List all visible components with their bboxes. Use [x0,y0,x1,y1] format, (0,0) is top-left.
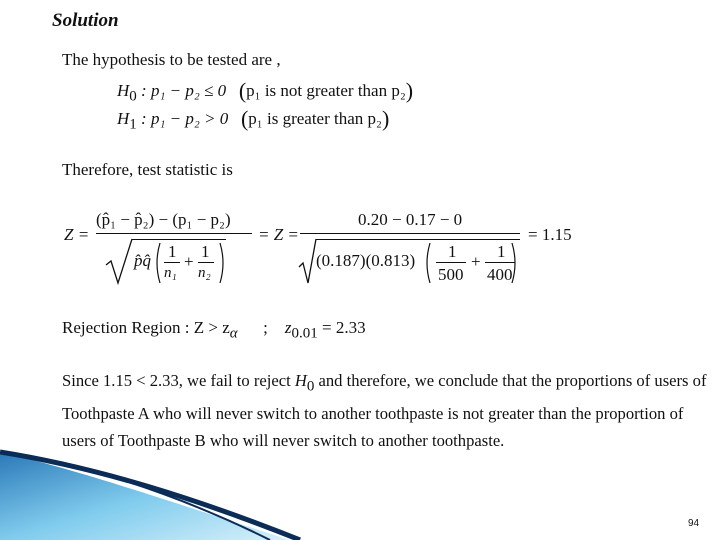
h0-note: p₁ is not greater than p₂ [246,81,406,100]
alternative-hypothesis: $H_1$ : p₁ − p₂ > 0 (p₁ is greater than p₂) [117,106,390,133]
general-sqrt-sign [104,237,134,285]
h0-symbol: H [117,81,130,100]
general-n1: n₁ [164,265,177,281]
conclusion-text-1: Since 1.15 < 2.33, we fail to reject [62,371,295,390]
numeric-denominator-pq: (0.187)(0.813) [316,251,416,270]
numeric-numerator: 0.20 − 0.17 − 0 [358,210,463,229]
numeric-one-a: 1 [448,242,457,261]
conclusion-h0-subscript: 0 [306,378,315,395]
numeric-plus: + [471,252,481,271]
numeric-fraction-bar [300,233,520,234]
h1-note: p₁ is greater than p₂ [248,109,382,128]
page-number: 94 [688,518,700,529]
numeric-inner-bar-b [485,262,515,263]
numeric-one-b: 1 [497,242,506,261]
general-denominator-phatqhat: p̂q̂ [134,251,151,270]
alpha-subscript: α [229,325,238,342]
z-critical-subscript: 0.01 [291,325,318,342]
rejection-region [62,318,366,342]
general-numerator: (p̂₁ − p̂₂) − (p₁ − p₂) [96,210,231,229]
equals-z: = Z = [258,225,299,244]
general-inner-bar-b [198,262,214,263]
h1-expression: : p₁ − p₂ > 0 [141,109,229,128]
slide-title: Solution [52,10,119,31]
conclusion-h0: H [294,371,307,390]
z-critical-symbol: z [284,318,292,337]
rejection-label: Rejection Region : Z > z [62,318,230,337]
z-result: = 1.15 [528,225,572,244]
numeric-sqrt-sign [298,237,318,285]
rejection-separator: ; [263,318,268,337]
z-critical-value: = 2.33 [321,318,366,337]
general-one-a: 1 [168,242,177,261]
statistic-intro: Therefore, test statistic is [62,160,233,179]
h1-subscript: 1 [129,116,137,133]
z-lhs: Z = [64,225,90,244]
conclusion-text-2: and therefore, we conclude that the proportions of users of Toothpaste A who will never switch to another toothpaste is not greater than the proportion of users of Toothpaste B who will never switch to another toothpaste. [62,371,707,451]
general-one-b: 1 [201,242,210,261]
general-n2: n₂ [198,265,211,281]
general-plus: + [184,252,194,271]
hypothesis-intro: The hypothesis to be tested are , [62,50,281,69]
numeric-inner-bar-a [436,262,466,263]
general-fraction-bar [96,233,252,234]
n2-value: 400 [487,265,513,284]
h0-subscript: 0 [129,88,137,105]
h1-symbol: H [117,109,130,128]
n1-value: 500 [438,265,464,284]
null-hypothesis: $H_0$ : p₁ − p₂ ≤ 0 (p₁ is not greater than p₂) [117,78,414,105]
conclusion-paragraph [62,367,712,454]
h0-expression: : p₁ − p₂ ≤ 0 [141,81,227,100]
general-inner-bar-a [164,262,180,263]
